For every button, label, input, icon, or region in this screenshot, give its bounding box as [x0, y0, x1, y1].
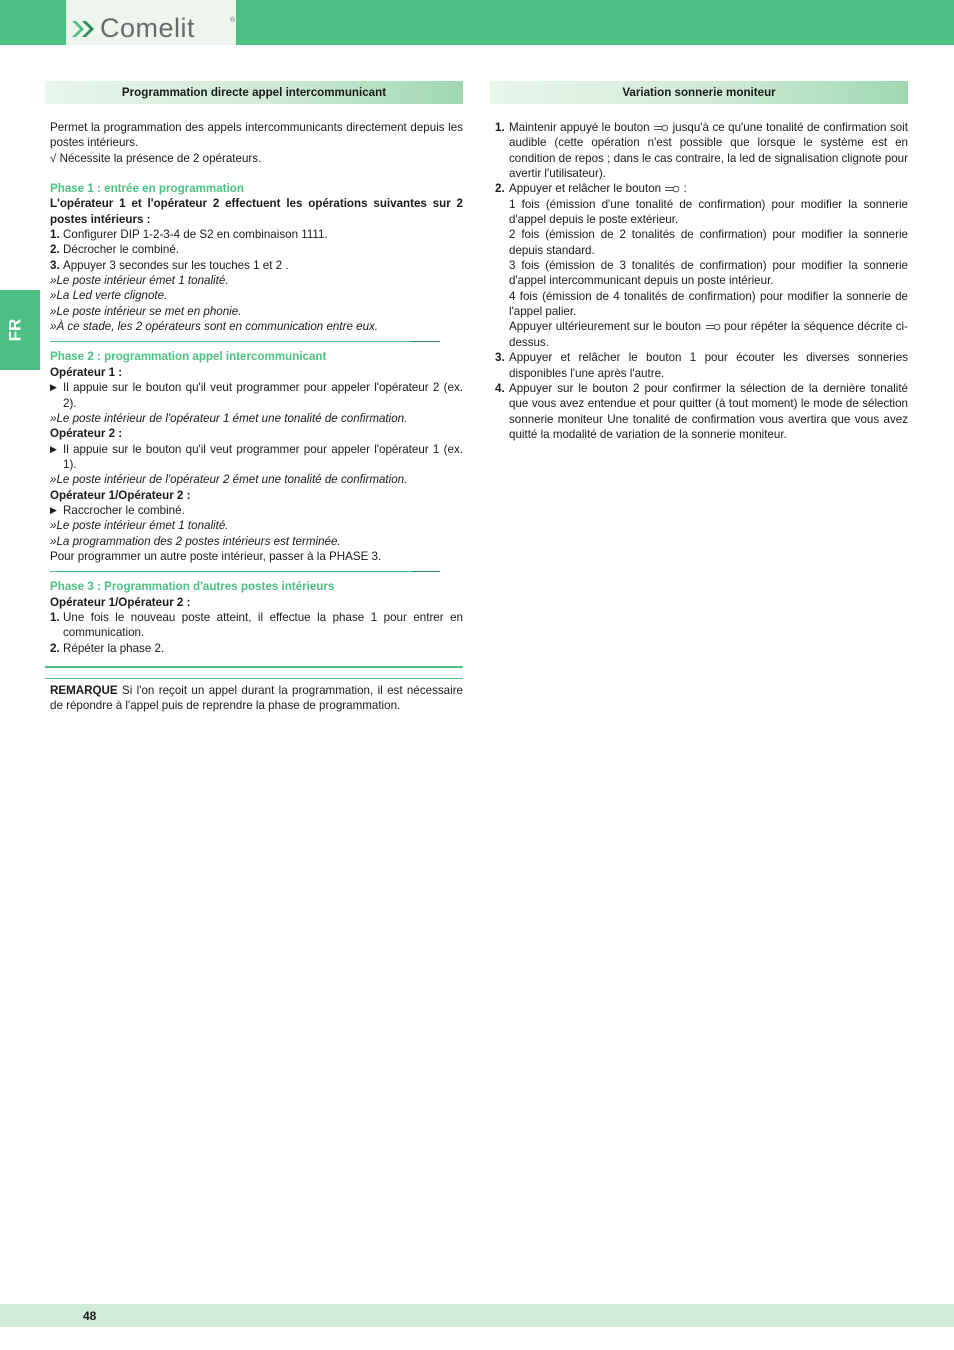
language-code: FR — [5, 318, 25, 342]
option-line: 3 fois (émission de 3 tonalités de confirmation) pour modifier la sonnerie d'appel intercommunicant depuis un poste intérieur. — [509, 259, 908, 288]
brand-logo — [66, 0, 236, 45]
result-line: »Le poste intérieur émet 1 tonalité. — [50, 274, 229, 288]
right-column — [495, 120, 908, 442]
page-number: 48 — [83, 1309, 97, 1323]
phase3-heading: Phase 3 : Programmation d'autres postes intérieurs — [50, 580, 335, 594]
operator2-label: Opérateur 2 : — [50, 427, 123, 441]
list-item: 2. Répéter la phase 2. — [50, 641, 165, 655]
repeat-line: Appuyer ultérieurement sur le bouton pour répéter la séquence décrite ci-dessus. — [509, 320, 908, 349]
registered-mark: ® — [230, 17, 236, 24]
list-item: 3. Appuyer 3 secondes sur les touches 1 et 2 . — [50, 258, 289, 272]
requirement-note: √ Nécessite la présence de 2 opérateurs. — [50, 151, 262, 165]
intro-text: Permet la programmation des appels intercommunicants directement depuis les postes intérieurs. — [50, 121, 463, 150]
result-line: »Le poste intérieur se met en phonie. — [50, 304, 242, 318]
list-item: 4. Appuyer sur le bouton 2 pour confirmer la sélection de la dernière tonalité que vous avez entendue et pour quitter (à tout moment) le mode de sélection sonnerie moniteur Une tonalité de confirmation vous avertira que vous avez quitté la modalité de variation de la sonnerie moniteur. — [495, 381, 908, 441]
result-line: »La Led verte clignote. — [50, 289, 168, 303]
remark-label: REMARQUE — [50, 684, 118, 697]
both-operators-label: Opérateur 1/Opérateur 2 : — [50, 595, 191, 609]
result-line: »À ce stade, les 2 opérateurs sont en communication entre eux. — [50, 320, 379, 334]
option-line: 1 fois (émission d'une tonalité de confirmation) pour modifier la sonnerie d'appel depuis le poste extérieur. — [509, 197, 908, 227]
option-line: 2 fois (émission de 2 tonalités de confirmation) pour modifier la sonnerie depuis standard. — [509, 228, 908, 257]
section-title-left: Programmation directe appel intercommunicant — [45, 81, 463, 104]
phase1-intro: L'opérateur 1 et l'opérateur 2 effectuent les opérations suivantes sur 2 postes intérieurs : — [50, 197, 463, 226]
key-button-icon — [664, 185, 680, 193]
operator1-label: Opérateur 1 : — [50, 365, 123, 379]
phase1-heading: Phase 1 : entrée en programmation — [50, 182, 244, 196]
language-tab — [0, 290, 40, 370]
section-title-right: Variation sonnerie moniteur — [490, 81, 908, 104]
list-item: 1. Configurer DIP 1-2-3-4 de S2 en combinaison 1111. — [50, 228, 328, 242]
remark-block — [50, 683, 463, 714]
phase2-heading: Phase 2 : programmation appel intercommunicant — [50, 350, 327, 364]
list-item: 1. Une fois le nouveau poste atteint, il effectue la phase 1 pour entrer en communication. — [50, 610, 463, 640]
both-operators-label: Opérateur 1/Opérateur 2 : — [50, 488, 191, 502]
list-item: 3. Appuyer et relâcher le bouton 1 pour écouter les diverses sonneries disponibles l'une après l'autre. — [495, 351, 908, 380]
separator — [50, 564, 463, 579]
list-item: ▶ Raccrocher le combiné. — [50, 503, 185, 517]
triangle-bullet-icon: ▶ — [50, 504, 57, 515]
header-bar — [0, 0, 954, 45]
left-column — [50, 120, 463, 656]
remark-divider — [45, 666, 463, 679]
result-line: »Le poste intérieur de l'opérateur 1 émet une tonalité de confirmation. — [50, 411, 408, 425]
option-line: 4 fois (émission de 4 tonalités de confirmation) pour modifier la sonnerie de l'appel palier. — [509, 289, 908, 319]
remark-text: Si l'on reçoit un appel durant la programmation, il est nécessaire de répondre à l'appel puis de reprendre la phase de programmation. — [50, 684, 463, 713]
result-line: »Le poste intérieur émet 1 tonalité. — [50, 519, 229, 533]
key-button-icon — [653, 124, 669, 132]
footer-bar — [0, 1304, 954, 1327]
key-button-icon — [705, 323, 721, 331]
list-item: 2. Appuyer et relâcher le bouton : 1 fois (émission d'une tonalité de confirmation) pour modifier la sonnerie d'appel depuis le poste extérieur. 2 fois (émission de 2 tonalités de confirmation) pour modifier la sonnerie depuis standard. 3 fois (émission de 3 tonalités de confirmation) pour modifier la sonnerie d'appel intercommunicant depuis un poste intérieur. 4 fois (émission de 4 tonalités de confirmation) pour modifier la sonnerie de l'appel palier. Appuyer ultérieurement sur le bouton pour répéter la séquence décrite ci-dessus. — [495, 182, 908, 349]
triangle-bullet-icon: ▶ — [50, 382, 57, 393]
list-item: 2. Décrocher le combiné. — [50, 243, 179, 257]
list-item: ▶ Il appuie sur le bouton qu'il veut programmer pour appeler l'opérateur 2 (ex. 2). — [50, 381, 463, 410]
brand-name: Comelit — [100, 13, 196, 43]
next-phase-text: Pour programmer un autre poste intérieur, passer à la PHASE 3. — [50, 549, 382, 563]
result-line: »La programmation des 2 postes intérieurs est terminée. — [50, 534, 341, 548]
comelit-logo-icon — [70, 19, 100, 39]
result-line: »Le poste intérieur de l'opérateur 2 émet une tonalité de confirmation. — [50, 473, 408, 487]
triangle-bullet-icon: ▶ — [50, 443, 57, 454]
list-item: ▶ Il appuie sur le bouton qu'il veut programmer pour appeler l'opérateur 1 (ex. 1). — [50, 442, 463, 471]
list-item: 1. Maintenir appuyé le bouton jusqu'à ce qu'une tonalité de confirmation soit audible (cette opération n'est possible que lorsque le système est en condition de repos ; dans le cas contraire, la led de signalisation clignote pour avertir l'utilisateur). — [495, 121, 908, 181]
separator — [50, 334, 463, 349]
